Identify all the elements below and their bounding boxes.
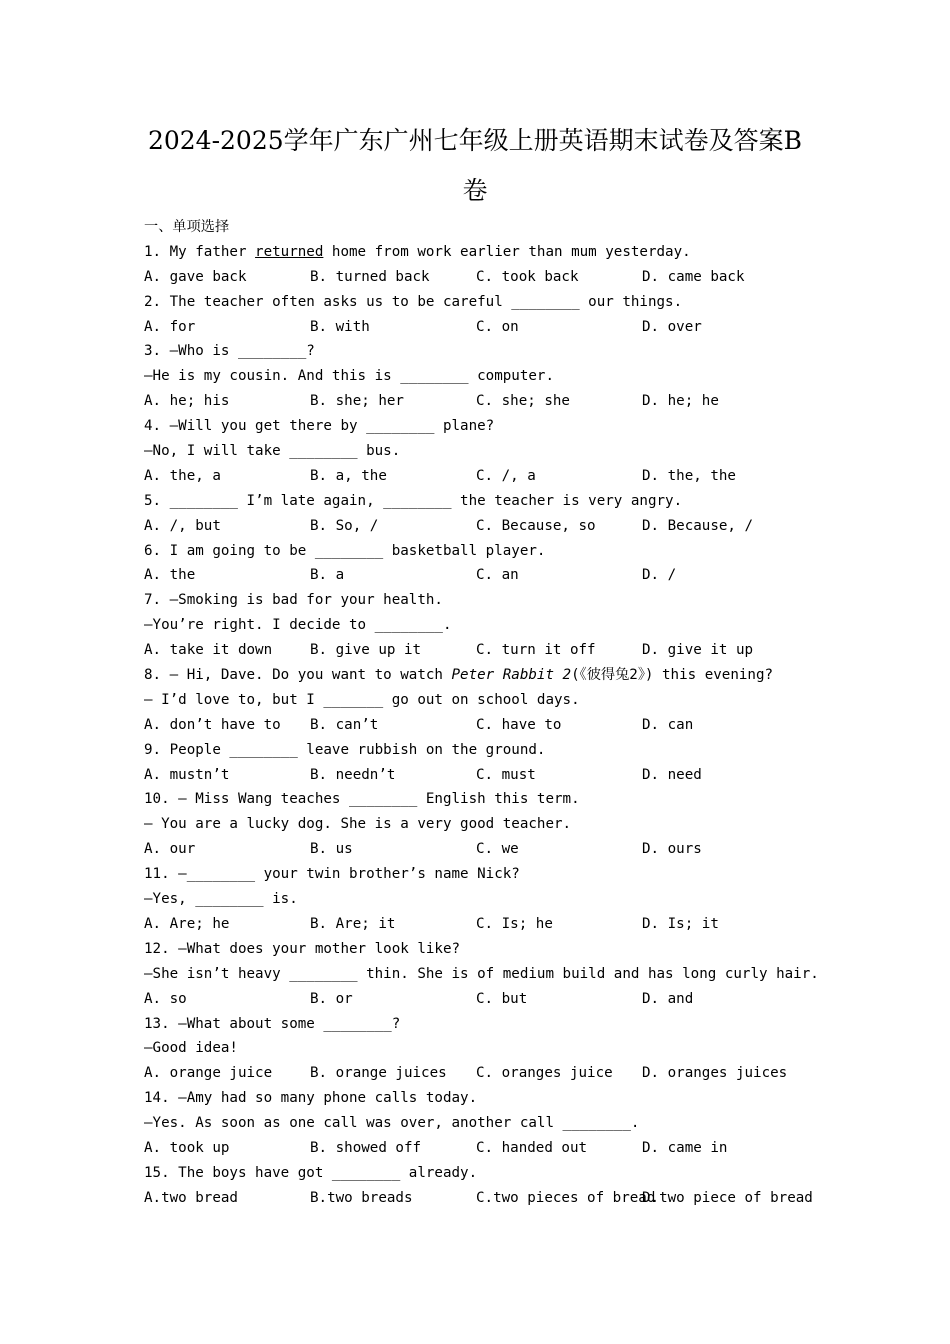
question-dialogue-line: [144, 439, 884, 464]
text-segment: —Good idea!: [144, 1040, 238, 1057]
answer-option: D. over: [642, 318, 702, 335]
answer-option: A. our: [144, 841, 196, 858]
text-segment: —Yes, ________ is.: [144, 891, 298, 908]
answer-option: C. on: [476, 318, 519, 335]
text-segment: (《彼得兔2》) this evening?: [571, 667, 774, 684]
answer-options: [144, 265, 884, 290]
answer-option: B. orange juices: [310, 1065, 447, 1082]
answer-option: B. give up it: [310, 642, 422, 659]
question-stem: [144, 663, 884, 688]
document-title-continued: 卷: [462, 176, 488, 205]
answer-option: D.two piece of bread: [642, 1189, 813, 1206]
answer-option: D. ours: [642, 841, 702, 858]
question-item: [144, 489, 884, 539]
answer-option: C. took back: [476, 268, 579, 285]
answer-option: B. us: [310, 841, 353, 858]
text-segment: 2. The teacher often asks us to be careful ________ our things.: [144, 293, 683, 310]
answer-option: B. showed off: [310, 1139, 422, 1156]
answer-option: A. for: [144, 318, 196, 335]
question-stem: [144, 1161, 884, 1186]
text-segment: —No, I will take ________ bus.: [144, 443, 401, 460]
answer-option: D. and: [642, 990, 694, 1007]
answer-options: [144, 987, 884, 1012]
answer-option: C. we: [476, 841, 519, 858]
text-segment: 13. —What about some ________?: [144, 1015, 401, 1032]
question-item: [144, 663, 884, 738]
question-item: [144, 787, 884, 862]
answer-option: C. Because, so: [476, 517, 596, 534]
answer-option: A. the, a: [144, 467, 221, 484]
answer-option: A. Are; he: [144, 915, 230, 932]
question-item: [144, 539, 884, 589]
question-item: [144, 1086, 884, 1161]
answer-option: C. have to: [476, 716, 562, 733]
answer-option: B. turned back: [310, 268, 430, 285]
question-stem: [144, 290, 884, 315]
answer-option: D. Because, /: [642, 517, 754, 534]
question-stem: [144, 539, 884, 564]
answer-options: [144, 563, 884, 588]
question-dialogue-line: [144, 962, 884, 987]
text-segment: 14. —Amy had so many phone calls today.: [144, 1090, 478, 1107]
answer-options: [144, 912, 884, 937]
answer-option: D. /: [642, 567, 677, 584]
answer-option: A. took up: [144, 1139, 230, 1156]
question-item: [144, 1161, 884, 1211]
section-heading: 一、单项选择: [144, 219, 230, 235]
question-stem: [144, 339, 884, 364]
answer-option: C. must: [476, 766, 536, 783]
question-item: [144, 738, 884, 788]
text-segment: 9. People ________ leave rubbish on the ground.: [144, 741, 546, 758]
question-dialogue-line: [144, 887, 884, 912]
answer-option: C. she; she: [476, 393, 570, 410]
text-segment: 4. —Will you get there by ________ plane?: [144, 418, 495, 435]
text-segment: 7. —Smoking is bad for your health.: [144, 592, 443, 609]
question-stem: [144, 862, 884, 887]
text-segment: 3. —Who is ________?: [144, 343, 315, 360]
answer-option: C. but: [476, 990, 528, 1007]
text-segment: — I’d love to, but I _______ go out on school days.: [144, 691, 580, 708]
question-item: [144, 339, 884, 414]
text-segment: 11. —________ your twin brother’s name Nick?: [144, 866, 520, 883]
answer-option: B. a, the: [310, 467, 387, 484]
text-segment: —Yes. As soon as one call was over, another call ________.: [144, 1115, 640, 1132]
answer-option: A. he; his: [144, 393, 230, 410]
question-dialogue-line: [144, 1111, 884, 1136]
question-item: [144, 1012, 884, 1087]
answer-option: B.two breads: [310, 1189, 413, 1206]
answer-options: [144, 837, 884, 862]
question-stem: [144, 414, 884, 439]
question-stem: [144, 738, 884, 763]
answer-option: D. the, the: [642, 467, 736, 484]
answer-options: [144, 389, 884, 414]
answer-option: C. oranges juice: [476, 1065, 613, 1082]
underlined-word: returned: [255, 243, 324, 260]
question-dialogue-line: [144, 1036, 884, 1061]
text-segment: 8. — Hi, Dave. Do you want to watch: [144, 667, 452, 684]
question-item: [144, 937, 884, 1012]
text-segment: —She isn’t heavy ________ thin. She is of medium build and has long curly hair.: [144, 965, 819, 982]
answer-option: B. or: [310, 990, 353, 1007]
question-stem: [144, 240, 884, 265]
answer-option: D. oranges juices: [642, 1065, 788, 1082]
answer-option: A. /, but: [144, 517, 221, 534]
answer-option: C. an: [476, 567, 519, 584]
question-list: [144, 215, 884, 1211]
question-item: [144, 290, 884, 340]
question-item: [144, 588, 884, 663]
italic-title: Peter Rabbit 2: [451, 667, 572, 684]
text-segment: —You’re right. I decide to ________.: [144, 617, 452, 634]
text-segment: home from work earlier than mum yesterday.: [323, 243, 691, 260]
answer-option: C. /, a: [476, 467, 536, 484]
answer-option: A.two bread: [144, 1189, 238, 1206]
answer-option: C.two pieces of bread: [476, 1189, 656, 1206]
answer-option: B. So, /: [310, 517, 379, 534]
answer-option: D. came in: [642, 1139, 728, 1156]
answer-option: C. handed out: [476, 1139, 588, 1156]
text-segment: —He is my cousin. And this is ________ computer.: [144, 368, 554, 385]
answer-option: B. with: [310, 318, 370, 335]
question-dialogue-line: [144, 364, 884, 389]
answer-option: B. she; her: [310, 393, 404, 410]
question-stem: [144, 588, 884, 613]
answer-option: B. needn’t: [310, 766, 396, 783]
question-stem: [144, 937, 884, 962]
questions-container: [144, 240, 884, 1211]
answer-option: A. don’t have to: [144, 716, 281, 733]
answer-option: A. mustn’t: [144, 766, 230, 783]
answer-option: A. gave back: [144, 268, 247, 285]
question-dialogue-line: [144, 613, 884, 638]
text-segment: 1. My father: [144, 243, 256, 260]
answer-option: B. can’t: [310, 716, 379, 733]
text-segment: 10. — Miss Wang teaches ________ English this term.: [144, 791, 580, 808]
answer-option: D. came back: [642, 268, 745, 285]
answer-option: A. so: [144, 990, 187, 1007]
answer-options: [144, 713, 884, 738]
question-stem: [144, 787, 884, 812]
question-item: [144, 862, 884, 937]
answer-option: C. Is; he: [476, 915, 553, 932]
answer-option: D. give it up: [642, 642, 754, 659]
answer-option: D. need: [642, 766, 702, 783]
answer-option: D. he; he: [642, 393, 719, 410]
question-stem: [144, 489, 884, 514]
answer-option: C. turn it off: [476, 642, 596, 659]
answer-option: B. Are; it: [310, 915, 396, 932]
answer-options: [144, 1186, 884, 1211]
question-dialogue-line: [144, 812, 884, 837]
answer-options: [144, 514, 884, 539]
text-segment: — You are a lucky dog. She is a very good teacher.: [144, 816, 572, 833]
answer-option: A. the: [144, 567, 196, 584]
document-title: 2024-2025学年广东广州七年级上册英语期末试卷及答案B: [147, 126, 803, 155]
answer-options: [144, 763, 884, 788]
answer-options: [144, 1136, 884, 1161]
answer-options: [144, 315, 884, 340]
answer-options: [144, 464, 884, 489]
question-stem: [144, 1012, 884, 1037]
answer-options: [144, 1061, 884, 1086]
question-item: [144, 240, 884, 290]
question-dialogue-line: [144, 688, 884, 713]
text-segment: 5. ________ I’m late again, ________ the teacher is very angry.: [144, 492, 683, 509]
answer-option: A. orange juice: [144, 1065, 273, 1082]
answer-option: D. Is; it: [642, 915, 719, 932]
text-segment: 15. The boys have got ________ already.: [144, 1164, 478, 1181]
answer-option: B. a: [310, 567, 345, 584]
text-segment: 6. I am going to be ________ basketball player.: [144, 542, 546, 559]
question-stem: [144, 1086, 884, 1111]
text-segment: 12. —What does your mother look like?: [144, 940, 461, 957]
question-item: [144, 414, 884, 489]
answer-option: A. take it down: [144, 642, 273, 659]
answer-option: D. can: [642, 716, 694, 733]
answer-options: [144, 638, 884, 663]
